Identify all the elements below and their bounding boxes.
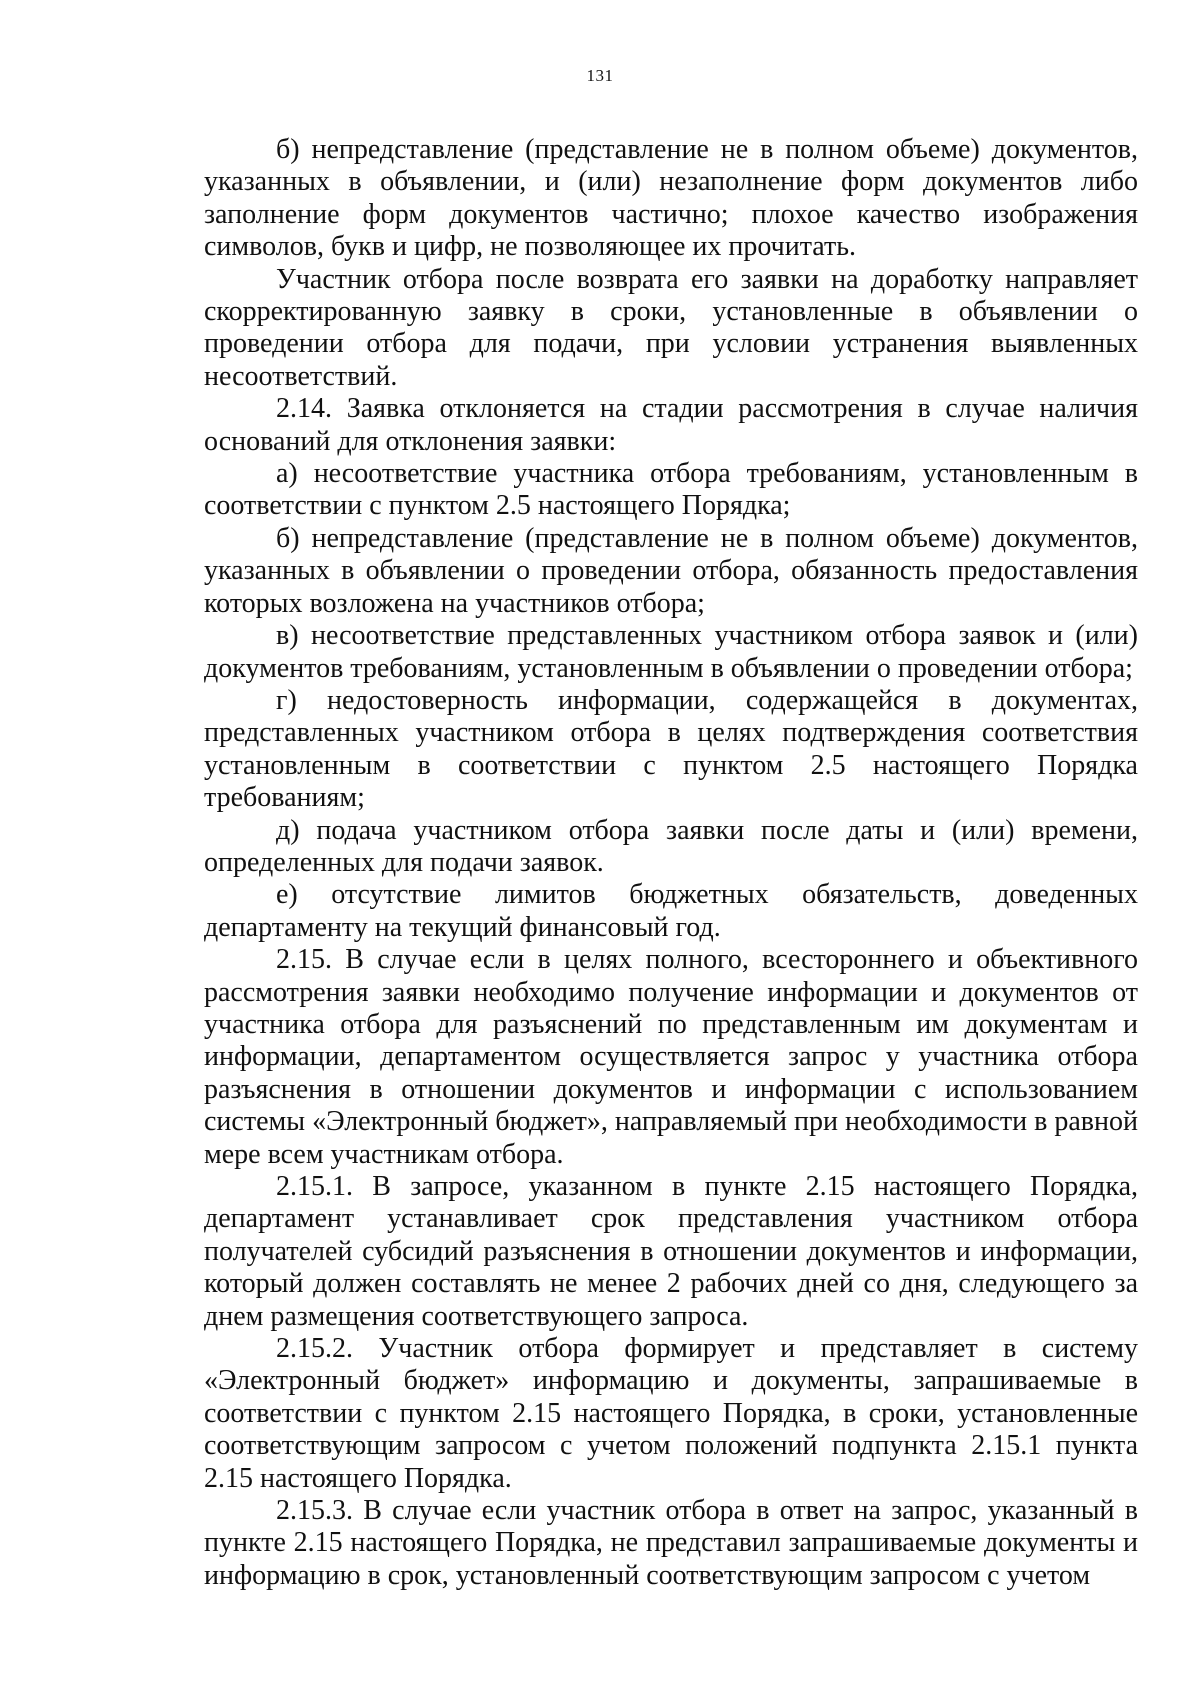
paragraph-2-14-d: д) подача участником отбора заявки после даты и (или) времени, определенных для подачи заявок. bbox=[204, 814, 1138, 878]
paragraph-resubmission: Участник отбора после возврата его заявки на доработку направляет скорректированную заявку в сроки, установленные в объявлении о проведении отбора для подачи, при условии устранения выявленных несоответствий. bbox=[204, 263, 1138, 392]
document-body bbox=[204, 134, 1138, 1592]
paragraph-2-14-g: г) недостоверность информации, содержащейся в документах, представленных участником отбора в целях подтверждения соответствия установленным в соответствии с пунктом 2.5 настоящего Порядка требованиям; bbox=[204, 684, 1138, 814]
paragraph-2-14-e: е) отсутствие лимитов бюджетных обязательств, доведенных департаменту на текущий финансовый год. bbox=[204, 879, 1138, 943]
paragraph-2-15-3: 2.15.3. В случае если участник отбора в ответ на запрос, указанный в пункте 2.15 настоящего Порядка, не представил запрашиваемые документы и информацию в срок, установленный соответствующим запросом с учетом bbox=[204, 1495, 1138, 1591]
paragraph-2-14-a: а) несоответствие участника отбора требованиям, установленным в соответствии с пунктом 2.5 настоящего Порядка; bbox=[204, 458, 1138, 522]
paragraph-2-14-v: в) несоответствие представленных участником отбора заявок и (или) документов требованиям, установленным в объявлении о проведении отбора; bbox=[204, 620, 1138, 684]
paragraph-2-15-2: 2.15.2. Участник отбора формирует и представляет в систему «Электронный бюджет» информацию и документы, запрашиваемые в соответствии с пунктом 2.15 настоящего Порядка, в сроки, установленные соответствующим запросом с учетом положений подпункта 2.15.1 пункта 2.15 настоящего Порядка. bbox=[204, 1333, 1138, 1494]
page-number: 131 bbox=[586, 66, 614, 85]
paragraph-2-15-1: 2.15.1. В запросе, указанном в пункте 2.15 настоящего Порядка, департамент устанавливает срок представления участником отбора получателей субсидий разъяснения в отношении документов и информации, который должен составлять не менее 2 рабочих дней со дня, следующего за днем размещения соответствующего запроса. bbox=[204, 1171, 1138, 1332]
paragraph-2-15: 2.15. В случае если в целях полного, всестороннего и объективного рассмотрения заявки необходимо получение информации и документов от участника отбора для разъяснений по представленным им документам и информации, департаментом осуществляется запрос у участника отбора разъяснения в отношении документов и информации с использованием системы «Электронный бюджет», направляемый при необходимости в равной мере всем участникам отбора. bbox=[204, 944, 1138, 1170]
paragraph-2-14: 2.14. Заявка отклоняется на стадии рассмотрения в случае наличия оснований для отклонения заявки: bbox=[204, 393, 1138, 457]
paragraph-2-14-b: б) непредставление (представление не в полном объеме) документов, указанных в объявлении о проведении отбора, обязанность предоставления которых возложена на участников отбора; bbox=[204, 522, 1138, 619]
paragraph-item-b-incomplete-documents: б) непредставление (представление не в полном объеме) документов, указанных в объявлении, и (или) незаполнение форм документов либо заполнение форм документов частично; плохое качество изображения символов, букв и цифр, не позволяющее их прочитать. bbox=[204, 134, 1138, 263]
